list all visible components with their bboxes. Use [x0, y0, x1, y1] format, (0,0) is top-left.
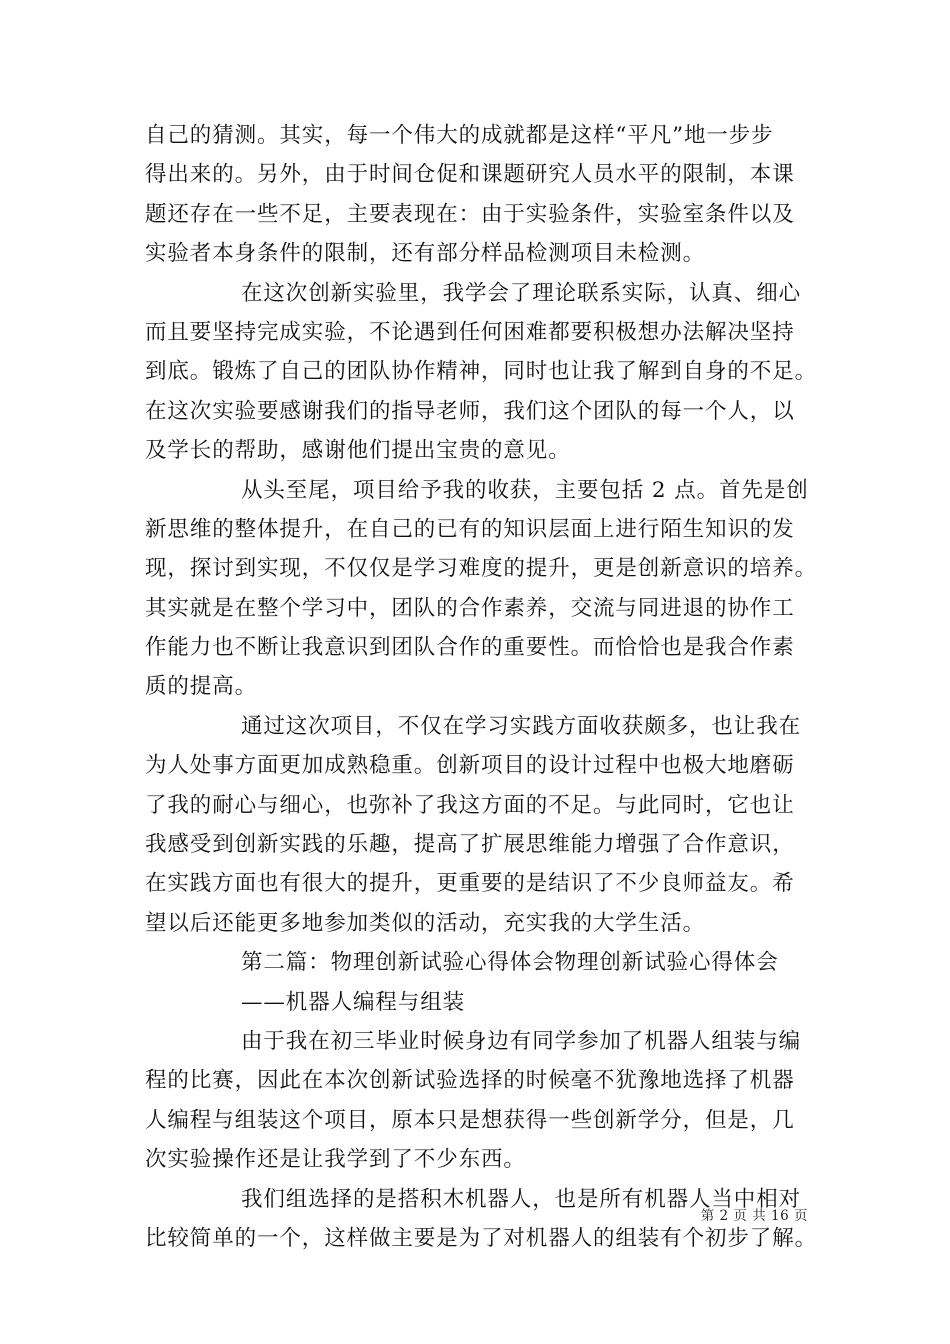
- paragraph-2-line-1: 在这次创新实验里，我学会了理论联系实际，认真、细心: [241, 280, 802, 306]
- paragraph-6-line-2: 比较简单的一个，这样做主要是为了对机器人的组装有个初步了解。: [145, 1225, 818, 1251]
- paragraph-3-line-6: 质的提高。: [145, 674, 258, 700]
- paragraph-4-line-6: 望以后还能更多地参加类似的活动，充实我的大学生活。: [145, 910, 706, 936]
- paragraph-6-line-1: 我们组选择的是搭积木机器人，也是所有机器人当中相对: [241, 1186, 802, 1212]
- paragraph-4-line-5: 在实践方面也有很大的提升，更重要的是结识了不少良师益友。希: [145, 871, 795, 897]
- section-subheading: ——机器人编程与组装: [241, 989, 466, 1015]
- paragraph-3-line-4: 其实就是在整个学习中，团队的合作素养，交流与同进退的协作工: [145, 595, 795, 621]
- paragraph-2-line-2: 而且要坚持完成实验，不论遇到任何困难都要积极想办法解决坚持: [145, 319, 795, 345]
- paragraph-4-line-3: 了我的耐心与细心，也弥补了我这方面的不足。与此同时，它也让: [145, 792, 795, 818]
- paragraph-1-line-2: 得出来的。另外，由于时间仓促和课题研究人员水平的限制，本课: [145, 162, 795, 188]
- paragraph-3-line-5: 作能力也不断让我意识到团队合作的重要性。而恰恰也是我合作素: [145, 635, 795, 661]
- paragraph-5-line-4: 次实验操作还是让我学到了不少东西。: [145, 1147, 526, 1173]
- paragraph-3-line-1: 从头至尾，项目给予我的收获，主要包括 2 点。首先是创: [241, 477, 809, 503]
- paragraph-5-line-2: 程的比赛，因此在本次创新试验选择的时候毫不犹豫地选择了机器: [145, 1068, 795, 1094]
- paragraph-5-line-1: 由于我在初三毕业时候身边有同学参加了机器人组装与编: [241, 1028, 802, 1054]
- paragraph-2-line-4: 在这次实验要感谢我们的指导老师，我们这个团队的每一个人，以: [145, 398, 795, 424]
- paragraph-1-line-3: 题还存在一些不足，主要表现在：由于实验条件，实验室条件以及: [145, 201, 795, 227]
- page-number-footer: 第 2 页 共 16 页: [700, 1208, 808, 1224]
- paragraph-3-line-3: 现，探讨到实现，不仅仅是学习难度的提升，更是创新意识的培养。: [145, 556, 818, 582]
- paragraph-1-line-4: 实验者本身条件的限制，还有部分样品检测项目未检测。: [145, 241, 706, 267]
- paragraph-2-line-5: 及学长的帮助，感谢他们提出宝贵的意见。: [145, 438, 571, 464]
- section-heading: 第二篇：物理创新试验心得体会物理创新试验心得体会: [241, 950, 779, 976]
- paragraph-3-line-2: 新思维的整体提升，在自己的已有的知识层面上进行陌生知识的发: [145, 516, 795, 542]
- paragraph-5-line-3: 人编程与组装这个项目，原本只是想获得一些创新学分，但是，几: [145, 1107, 795, 1133]
- paragraph-4-line-1: 通过这次项目，不仅在学习实践方面收获颇多，也让我在: [241, 713, 802, 739]
- paragraph-2-line-3: 到底。锻炼了自己的团队协作精神，同时也让我了解到自身的不足。: [145, 359, 818, 385]
- paragraph-4-line-2: 为人处事方面更加成熟稳重。创新项目的设计过程中也极大地磨砺: [145, 753, 795, 779]
- document-body: [145, 116, 818, 1258]
- paragraph-4-line-4: 我感受到创新实践的乐趣，提高了扩展思维能力增强了合作意识，: [145, 832, 795, 858]
- paragraph-1-line-1: 自己的猜测。其实，每一个伟大的成就都是这样“平凡”地一步步: [145, 123, 774, 148]
